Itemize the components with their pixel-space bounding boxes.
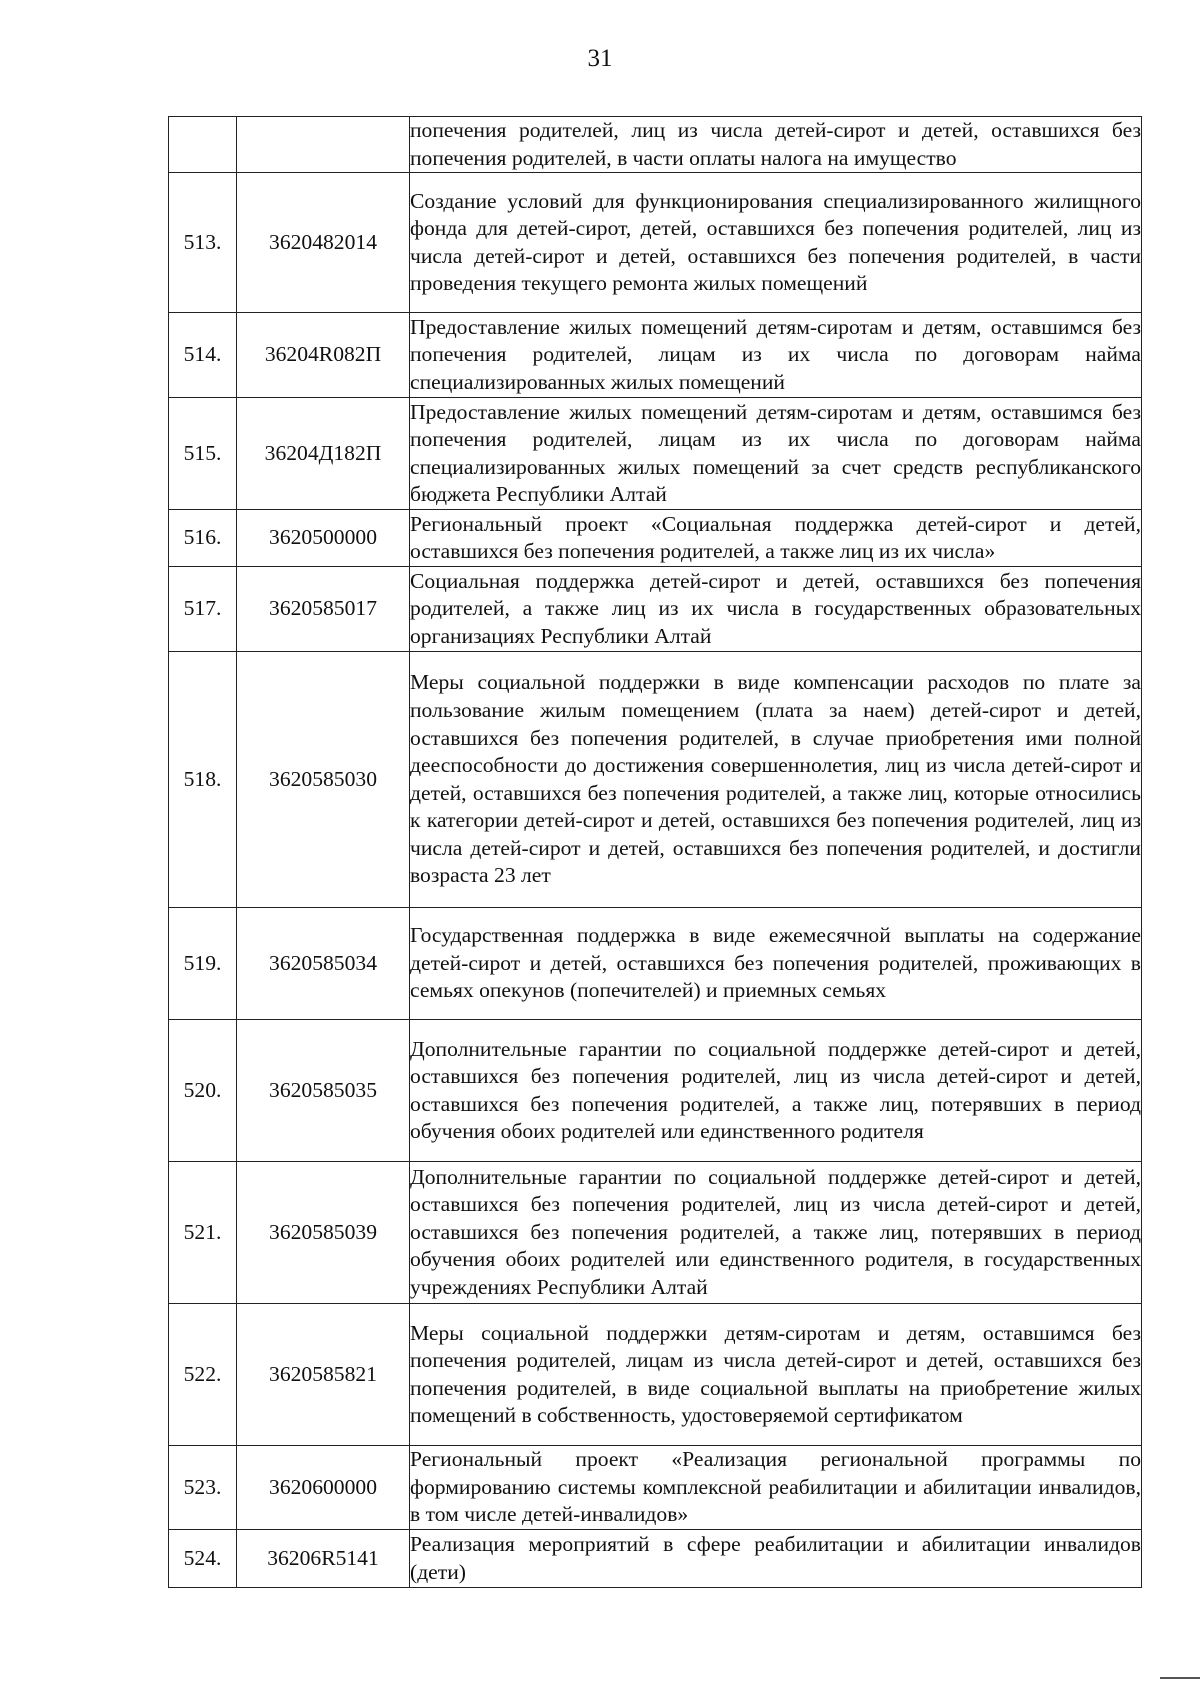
- row-code: 36206R5141: [237, 1530, 410, 1588]
- row-description: [410, 1304, 1142, 1446]
- row-number: 524.: [169, 1530, 237, 1588]
- row-description: [410, 173, 1142, 313]
- row-number: 523.: [169, 1446, 237, 1530]
- row-number: 520.: [169, 1020, 237, 1162]
- row-description-text: Предоставление жилых помещений детям-сиротам и детям, оставшимся без попечения родителей, лицам из их числа по договорам найма специализированных жилых помещений за счет средств республиканского бюджета Республики Алтай: [410, 399, 1141, 507]
- row-code: 3620585034: [237, 908, 410, 1020]
- row-description-text: Государственная поддержка в виде ежемесячной выплаты на содержание детей-сирот и детей, оставшихся без попечения родителей, проживающих в семьях опекунов (попечителей) и приемных семьях: [410, 923, 1141, 1003]
- row-description-text: Социальная поддержка детей-сирот и детей, оставшихся без попечения родителей, а также лиц из их числа в государственных образовательных организациях Республики Алтай: [410, 568, 1141, 648]
- row-description: [410, 567, 1142, 652]
- row-number: [169, 117, 237, 173]
- row-description: [410, 510, 1142, 567]
- pen-stroke-mark: [1160, 1677, 1200, 1679]
- row-description-text: попечения родителей, лиц из числа детей-сирот и детей, оставшихся без попечения родителей, в части оплаты налога на имущество: [410, 118, 1141, 170]
- row-code: 36204R082П: [237, 313, 410, 398]
- page-number: 31: [587, 45, 613, 72]
- row-description-text: Дополнительные гарантии по социальной поддержке детей-сирот и детей, оставшихся без попечения родителей, лиц из числа детей-сирот и детей, оставшихся без попечения родителей, а также лиц, потерявших в период обучения обоих родителей или единственного родителя: [410, 1036, 1141, 1144]
- row-description-text: Региональный проект «Реализация региональной программы по формированию системы комплексной реабилитации и абилитации инвалидов, в том числе детей-инвалидов»: [410, 1447, 1141, 1527]
- row-description-text: Создание условий для функционирования специализированного жилищного фонда для детей-сирот, детей, оставшихся без попечения родителей, лиц из числа детей-сирот и детей, оставшихся без попечения родителей, в части проведения текущего ремонта жилых помещений: [410, 188, 1141, 296]
- row-description-text: Реализация мероприятий в сфере реабилитации и абилитации инвалидов (дети): [410, 1532, 1141, 1584]
- row-description-text: Меры социальной поддержки в виде компенсации расходов по плате за пользование жилым помещением (плата за наем) детей-сирот и детей, оставшихся без попечения родителей, в случае приобретения ими полной дееспособности до достижения совершеннолетия, лиц из числа детей-сирот и детей, оставшихся без попечения родителей, а также лиц, которые относились к категории детей-сирот и детей, оставшихся без попечения родителей, лиц из числа детей-сирот и детей, оставшихся без попечения родителей, и достигли возраста 23 лет: [410, 670, 1141, 888]
- row-code: [237, 117, 410, 173]
- table-row: [169, 908, 1142, 1020]
- row-number: 513.: [169, 173, 237, 313]
- row-number: 516.: [169, 510, 237, 567]
- row-code: 3620500000: [237, 510, 410, 567]
- row-code: 3620600000: [237, 1446, 410, 1530]
- table-row: [169, 313, 1142, 398]
- row-description: [410, 908, 1142, 1020]
- row-description: [410, 117, 1142, 173]
- row-description: [410, 1162, 1142, 1304]
- row-code: 3620585035: [237, 1020, 410, 1162]
- row-description: [410, 1530, 1142, 1588]
- row-description: [410, 398, 1142, 510]
- row-code: 3620585039: [237, 1162, 410, 1304]
- row-code: 3620585821: [237, 1304, 410, 1446]
- row-description-text: Меры социальной поддержки детям-сиротам и детям, оставшимся без попечения родителей, лицам из числа детей-сирот и детей, оставшихся без попечения родителей, в виде социальной выплаты на приобретение жилых помещений в собственность, удостоверяемой сертификатом: [410, 1320, 1141, 1428]
- row-code: 3620585017: [237, 567, 410, 652]
- row-description: [410, 1020, 1142, 1162]
- row-number: 517.: [169, 567, 237, 652]
- table-row: [169, 1446, 1142, 1530]
- table-row: [169, 510, 1142, 567]
- classification-table: [168, 116, 1142, 1588]
- table-row: [169, 652, 1142, 908]
- table-row: [169, 1162, 1142, 1304]
- row-code: 3620482014: [237, 173, 410, 313]
- row-description: [410, 313, 1142, 398]
- row-description-text: Региональный проект «Социальная поддержка детей-сирот и детей, оставшихся без попечения родителей, а также лиц из их числа»: [410, 511, 1141, 564]
- row-number: 519.: [169, 908, 237, 1020]
- table-row: [169, 398, 1142, 510]
- table-row: [169, 117, 1142, 173]
- table-row: [169, 1304, 1142, 1446]
- table-row: [169, 1020, 1142, 1162]
- row-number: 518.: [169, 652, 237, 908]
- row-code: 36204Д182П: [237, 398, 410, 510]
- table-row: [169, 567, 1142, 652]
- row-code: 3620585030: [237, 652, 410, 908]
- row-number: 515.: [169, 398, 237, 510]
- row-number: 522.: [169, 1304, 237, 1446]
- row-description: [410, 1446, 1142, 1530]
- row-description: [410, 652, 1142, 908]
- table-row: [169, 173, 1142, 313]
- row-description-text: Дополнительные гарантии по социальной поддержке детей-сирот и детей, оставшихся без попечения родителей, лиц из числа детей-сирот и детей, оставшихся без попечения родителей, а также лиц, потерявших в период обучения обоих родителей или единственного родителя, в государственных учреждениях Республики Алтай: [410, 1164, 1141, 1300]
- row-number: 514.: [169, 313, 237, 398]
- row-description-text: Предоставление жилых помещений детям-сиротам и детям, оставшимся без попечения родителей, лицам из их числа по договорам найма специализированных жилых помещений: [410, 314, 1141, 394]
- table-row: [169, 1530, 1142, 1588]
- row-number: 521.: [169, 1162, 237, 1304]
